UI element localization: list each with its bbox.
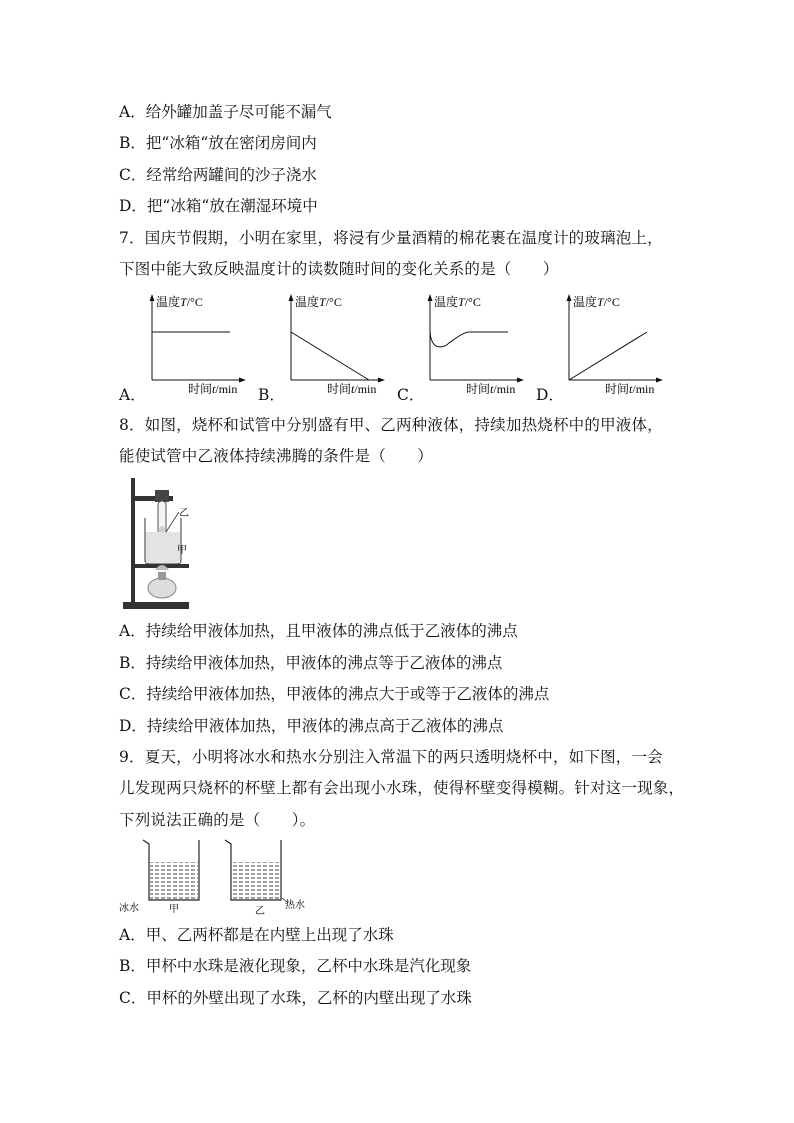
- q7-graph-d: [557, 288, 707, 400]
- y-axis-arrow-icon: [150, 294, 155, 301]
- q9-stem-line3: 下列说法正确的是（ ）。: [119, 811, 316, 829]
- pointer-yi: [166, 512, 179, 532]
- q8-option-a: A．持续给甲液体加热，且甲液体的沸点低于乙液体的沸点: [119, 622, 518, 640]
- x-axis-label: 时间t/min: [188, 382, 238, 396]
- q9-stem-line2: 儿发现两只烧杯的杯壁上都有会出现小水珠，使得杯壁变得模糊。针对这一现象，: [119, 779, 685, 797]
- q6-option-b: B．把“冰箱“放在密闭房间内: [119, 134, 317, 152]
- q7-option-a-label: A．: [119, 386, 146, 404]
- label-yi: 乙: [179, 508, 189, 519]
- q7-option-c-label: C．: [397, 386, 425, 404]
- q9-option-a: A．甲、乙两杯都是在内壁上出现了水珠: [119, 926, 394, 944]
- q6-option-c: C．经常给两罐间的沙子浇水: [119, 166, 317, 184]
- label-ice-water: 冰水: [119, 903, 139, 914]
- q8-apparatus-figure: [119, 474, 199, 612]
- liquid-jia: [146, 532, 180, 563]
- label-yi: 乙: [255, 906, 265, 916]
- x-axis-label: 时间t/min: [605, 382, 655, 396]
- q8-option-b: B．持续给甲液体加热，甲液体的沸点等于乙液体的沸点: [119, 654, 503, 672]
- series-line: [291, 332, 369, 380]
- q8-option-c: C．持续给甲液体加热，甲液体的沸点大于或等于乙液体的沸点: [119, 685, 550, 703]
- y-axis-label: 温度T/°C: [434, 295, 481, 309]
- q9-beakers-figure: [119, 836, 319, 916]
- label-jia: 甲: [169, 904, 179, 915]
- q9-option-b: B．甲杯中水珠是液化现象，乙杯中水珠是汽化现象: [119, 957, 472, 975]
- y-axis-label: 温度T/°C: [573, 295, 620, 309]
- q9-stem-line1: 9．夏天，小明将冰水和热水分别注入常温下的两只透明烧杯中，如下图，一会: [119, 748, 663, 766]
- q7-stem-line2: 下图中能大致反映温度计的读数随时间的变化关系的是（ ）: [119, 260, 559, 278]
- x-axis-arrow-icon: [378, 378, 385, 383]
- q9-option-c: C．甲杯的外壁出现了水珠，乙杯的内壁出现了水珠: [119, 989, 472, 1007]
- q8-option-d: D．持续给甲液体加热，甲液体的沸点高于乙液体的沸点: [119, 717, 504, 735]
- label-jia: 甲: [177, 545, 187, 556]
- y-axis-label: 温度T/°C: [156, 295, 203, 309]
- x-axis-arrow-icon: [656, 378, 663, 383]
- q7-graph-c: [418, 288, 568, 400]
- label-hot-water: 热水: [285, 900, 305, 911]
- x-axis-label: 时间t/min: [466, 382, 516, 396]
- q8-stem-line1: 8．如图，烧杯和试管中分别盛有甲、乙两种液体，持续加热烧杯中的甲液体，: [119, 416, 663, 434]
- beaker-jia: [143, 840, 199, 900]
- q7-option-b-label: B．: [258, 386, 285, 404]
- q7-graph-a: [140, 288, 290, 400]
- y-axis-arrow-icon: [567, 294, 572, 301]
- q8-stem-line2: 能使试管中乙液体持续沸腾的条件是（ ）: [119, 447, 434, 465]
- q7-stem-line1: 7．国庆节假期，小明在家里，将浸有少量酒精的棉花裹在温度计的玻璃泡上，: [119, 229, 663, 247]
- clamp-head: [155, 490, 169, 502]
- x-axis-arrow-icon: [517, 378, 524, 383]
- y-axis-arrow-icon: [289, 294, 294, 301]
- series-line: [569, 332, 647, 380]
- x-axis-arrow-icon: [239, 378, 246, 383]
- q6-option-a: A．给外罐加盖子尽可能不漏气: [119, 103, 332, 121]
- q7-option-d-label: D．: [536, 386, 564, 404]
- q7-graph-b: [279, 288, 429, 400]
- alcohol-lamp: [148, 578, 176, 598]
- lamp-neck: [158, 572, 166, 580]
- series-line: [430, 332, 508, 347]
- x-axis-label: 时间t/min: [327, 382, 377, 396]
- y-axis-label: 温度T/°C: [295, 295, 342, 309]
- beaker-yi: [225, 840, 281, 900]
- y-axis-arrow-icon: [428, 294, 433, 301]
- q6-option-d: D．把“冰箱“放在潮湿环境中: [119, 197, 318, 215]
